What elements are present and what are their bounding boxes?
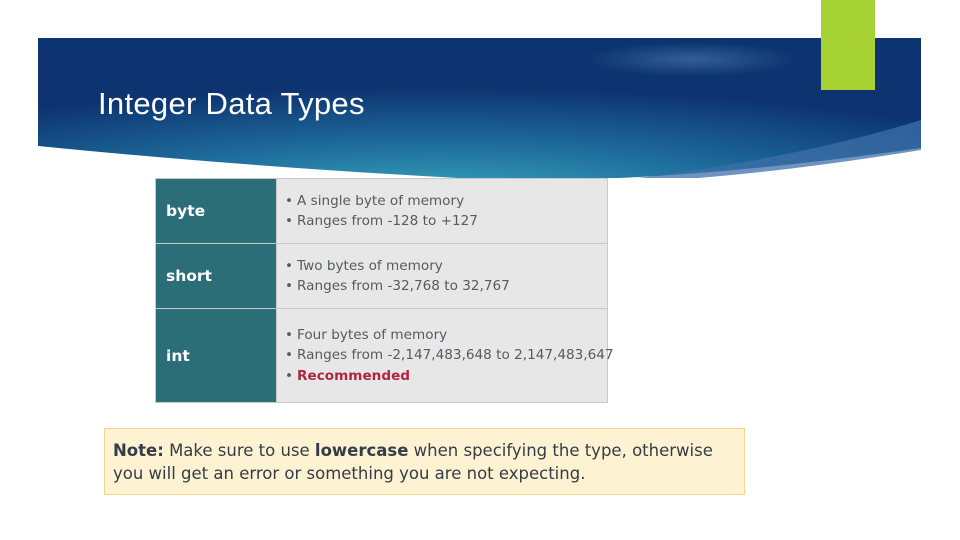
note-box: [104, 428, 745, 495]
note-keyword: lowercase: [314, 441, 409, 460]
table-row-short: [156, 244, 608, 309]
integer-types-table: [155, 178, 614, 403]
bullet-item: • Two bytes of memory: [285, 256, 607, 277]
note-text: when specifying the type, otherwise you will get an error or something you are not expecting.: [113, 441, 713, 483]
note-label: Note:: [113, 441, 164, 460]
bullet-item: • Ranges from -2,147,483,648 to 2,147,483,647: [285, 345, 607, 366]
bullet-item: • Four bytes of memory: [285, 325, 607, 346]
type-description: [277, 309, 614, 403]
accent-bar: [821, 0, 875, 90]
note-text: Make sure to use: [163, 441, 315, 460]
recommended-label: • Recommended: [285, 366, 607, 387]
type-name: short: [156, 244, 277, 309]
type-description: [277, 179, 608, 244]
type-description: [277, 244, 608, 309]
type-name: int: [156, 309, 277, 403]
table-row-byte: [156, 179, 608, 244]
bullet-item: • Ranges from -32,768 to 32,767: [285, 276, 607, 297]
bullet-item: • A single byte of memory: [285, 191, 607, 212]
slide-title: Integer Data Types: [98, 86, 365, 121]
type-name: byte: [156, 179, 277, 244]
bullet-item: • Ranges from -128 to +127: [285, 211, 607, 232]
table-row-int: [156, 309, 608, 403]
